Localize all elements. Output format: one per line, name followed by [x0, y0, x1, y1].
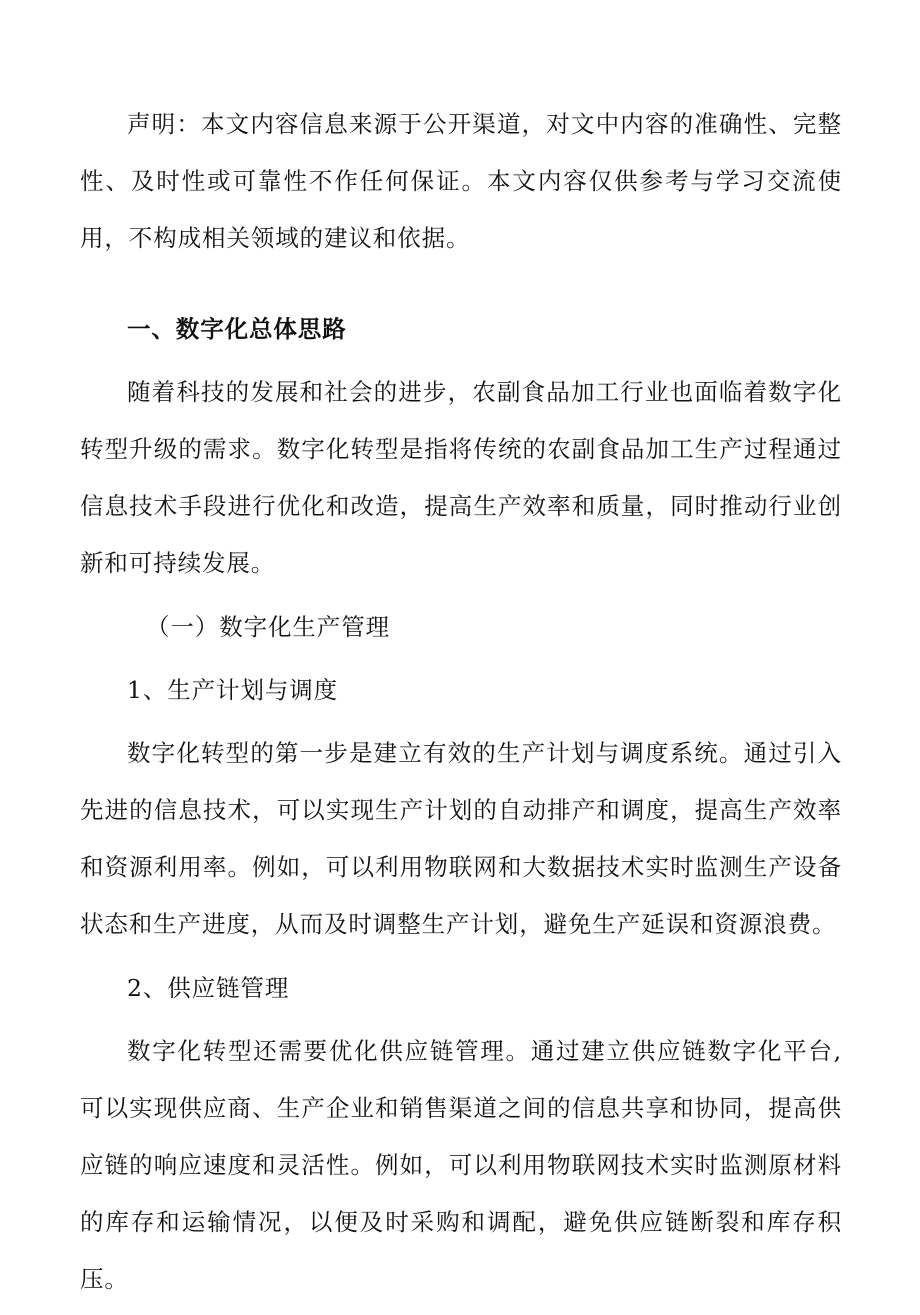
item-heading-supply-chain: 2、供应链管理: [127, 974, 290, 1002]
item-heading-production-planning: 1、生产计划与调度: [127, 676, 339, 704]
item-paragraph-supply-chain: 数字化转型还需要优化供应链管理。通过建立供应链数字化平台,可以实现供应商、生产企业和销售渠道之间的信息共享和协同，提高供应链的响应速度和灵活性。例如，可以利用物联网技术实时监测原材料的库存和运输情况，以便及时采购和调配，避免供应链断裂和库存积压。: [80, 1037, 842, 1293]
item-paragraph-production-planning: 数字化转型的第一步是建立有效的生产计划与调度系统。通过引入先进的信息技术，可以实现生产计划的自动排产和调度，提高生产效率和资源利用率。例如，可以利用物联网和大数据技术实时监测生产设备状态和生产进度，从而及时调整生产计划，避免生产延误和资源浪费。: [80, 739, 842, 938]
section-heading: 一、数字化总体思路: [127, 315, 347, 343]
document-page: [80, 96, 842, 1315]
subsection-heading: （一）数字化生产管理: [146, 613, 390, 641]
section-intro-paragraph: 随着科技的发展和社会的进步，农副食品加工行业也面临着数字化转型升级的需求。数字化转型是指将传统的农副食品加工生产过程通过信息技术手段进行优化和改造，提高生产效率和质量，同时推动行业创新和可持续发展。: [80, 378, 842, 577]
disclaimer-paragraph: 声明：本文内容信息来源于公开渠道，对文中内容的准确性、完整性、及时性或可靠性不作任何保证。本文内容仅供参考与学习交流使用，不构成相关领域的建议和依据。: [80, 110, 842, 252]
